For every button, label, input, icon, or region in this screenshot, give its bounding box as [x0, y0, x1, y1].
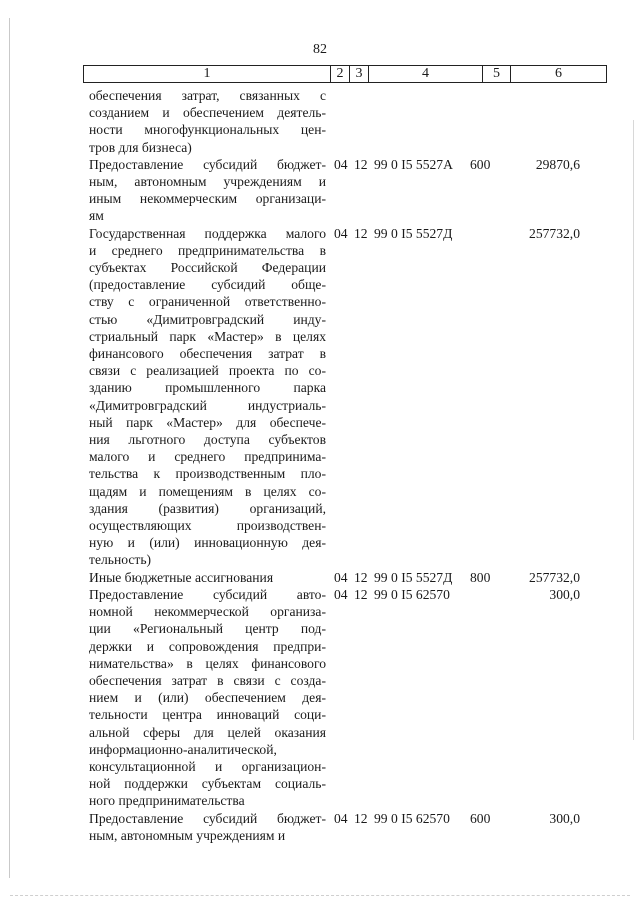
header-col-1: 1: [84, 66, 331, 82]
table-body: [89, 87, 589, 844]
description-line: Предоставление субсидий бюджет-: [89, 810, 326, 826]
description-line: малого и среднего предпринима-: [89, 449, 326, 465]
description-line: Предоставление субсидий бюджет-: [89, 156, 326, 172]
description-line: щадям и помещениям в целях со-: [89, 483, 326, 499]
description-line: иным некоммерческим организаци-: [89, 191, 326, 207]
row-target-article: [374, 87, 470, 156]
description-line: стью «Димитровградский инду-: [89, 311, 326, 327]
description-line: Предоставление субсидий авто-: [89, 586, 326, 602]
row-podrazdel: 12: [354, 586, 368, 602]
page-number: 82: [313, 42, 327, 57]
table-row: [89, 87, 589, 156]
row-podrazdel: 12: [354, 225, 368, 241]
row-expense-type: 600: [470, 156, 491, 172]
row-target-article: 99 0 I5 5527Д: [374, 225, 453, 241]
description-line: ности многофункциональных цен-: [89, 122, 326, 138]
row-expense-type: 600: [470, 810, 491, 826]
description-line: нимательства» в целях финансового: [89, 655, 326, 671]
description-line: ным, автономным учреждениям и: [89, 827, 286, 843]
description-line: номной некоммерческой организа-: [89, 604, 326, 620]
description-line: созданием и обеспечением деятель-: [89, 105, 326, 121]
description-line: нием и (или) обеспечением дея-: [89, 690, 326, 706]
row-podrazdel: 12: [354, 810, 368, 826]
description-line: тельности центра инноваций соци-: [89, 707, 326, 723]
row-target-article: 99 0 I5 62570: [374, 586, 450, 602]
table-row: [89, 156, 589, 225]
row-expense-type: [470, 225, 500, 569]
description-line: осуществляющих производствен-: [89, 518, 326, 534]
description-line: альной сферы для целей оказания: [89, 724, 326, 740]
row-amount: 29870,6: [535, 156, 580, 172]
table-header: [83, 65, 607, 83]
row-description: [89, 87, 326, 156]
description-line: ции «Региональный центр под-: [89, 621, 326, 637]
row-target-article: 99 0 I5 5527Д: [374, 569, 453, 585]
description-line: обеспечения затрат, связанных с: [89, 88, 326, 103]
table-row: [89, 810, 589, 844]
description-line: связи с реализацией проекта по со-: [89, 363, 326, 379]
row-razdel: 04: [334, 569, 348, 585]
description-line: ству с ограниченной ответственно-: [89, 294, 326, 310]
row-description: [89, 810, 326, 844]
header-col-5: 5: [483, 66, 511, 82]
description-line: (предоставление субсидий обще-: [89, 277, 326, 293]
description-line: и среднего предпринимательства в: [89, 242, 326, 258]
description-line: «Димитровградский индустриаль-: [89, 397, 326, 413]
row-amount: [500, 87, 580, 156]
description-line: финансового обеспечения затрат в: [89, 346, 326, 362]
scan-edge-bottom: [10, 895, 630, 897]
description-line: тельность): [89, 552, 152, 568]
row-expense-type: [470, 586, 500, 810]
header-col-6: 6: [555, 66, 562, 81]
row-expense-type: 800: [470, 569, 491, 585]
description-line: ной поддержки субъектам социаль-: [89, 776, 326, 792]
row-razdel: 04: [334, 156, 348, 172]
description-line: ную и (или) инновационную дея-: [89, 535, 326, 551]
description-line: ям: [89, 208, 104, 224]
row-target-article: 99 0 I5 5527А: [374, 156, 453, 172]
description-line: консультационной и организацион-: [89, 758, 326, 774]
header-col-3: 3: [350, 66, 369, 82]
row-podrazdel: 12: [354, 156, 368, 172]
header-col-2: 2: [331, 66, 350, 82]
description-line: ным, автономным учреждениям и: [89, 174, 326, 190]
description-line: ного предпринимательства: [89, 793, 245, 809]
row-description: [89, 569, 326, 586]
row-expense-type: [470, 87, 500, 156]
scan-edge-left: [9, 18, 10, 878]
table-row: [89, 569, 589, 586]
row-razdel: 04: [334, 586, 348, 602]
row-razdel: 04: [334, 225, 348, 241]
description-line: Государственная поддержка малого: [89, 225, 326, 241]
description-line: зданию промышленного парка: [89, 380, 326, 396]
description-line: тров для бизнеса): [89, 139, 192, 155]
row-amount: 257732,0: [529, 569, 580, 585]
row-podrazdel: 12: [354, 569, 368, 585]
row-amount: 300,0: [549, 810, 580, 826]
description-line: держки и сопровождения предпри-: [89, 638, 326, 654]
row-target-article: 99 0 I5 62570: [374, 810, 450, 826]
header-col-4: 4: [369, 66, 483, 82]
table-row: [89, 225, 589, 569]
table-row: [89, 586, 589, 810]
scan-edge-right: [633, 120, 634, 740]
description-line: Иные бюджетные ассигнования: [89, 569, 274, 585]
description-line: стриальный парк «Мастер» в целях: [89, 328, 326, 344]
row-podrazdel: [354, 87, 374, 156]
row-amount: 300,0: [549, 586, 580, 602]
row-amount: 257732,0: [529, 225, 580, 241]
description-line: здания (развития) организаций,: [89, 500, 326, 516]
description-line: обеспечения затрат в связи с созда-: [89, 672, 326, 688]
row-description: [89, 156, 326, 225]
description-line: информационно-аналитической,: [89, 741, 277, 757]
row-description: [89, 586, 326, 810]
description-line: тельства к производственным пло-: [89, 466, 326, 482]
description-line: ный парк «Мастер» для обеспече-: [89, 414, 326, 430]
description-line: субъектах Российской Федерации: [89, 260, 326, 276]
row-razdel: [334, 87, 354, 156]
description-line: ния льготного доступа субъектов: [89, 432, 326, 448]
row-razdel: 04: [334, 810, 348, 826]
row-description: [89, 225, 326, 569]
